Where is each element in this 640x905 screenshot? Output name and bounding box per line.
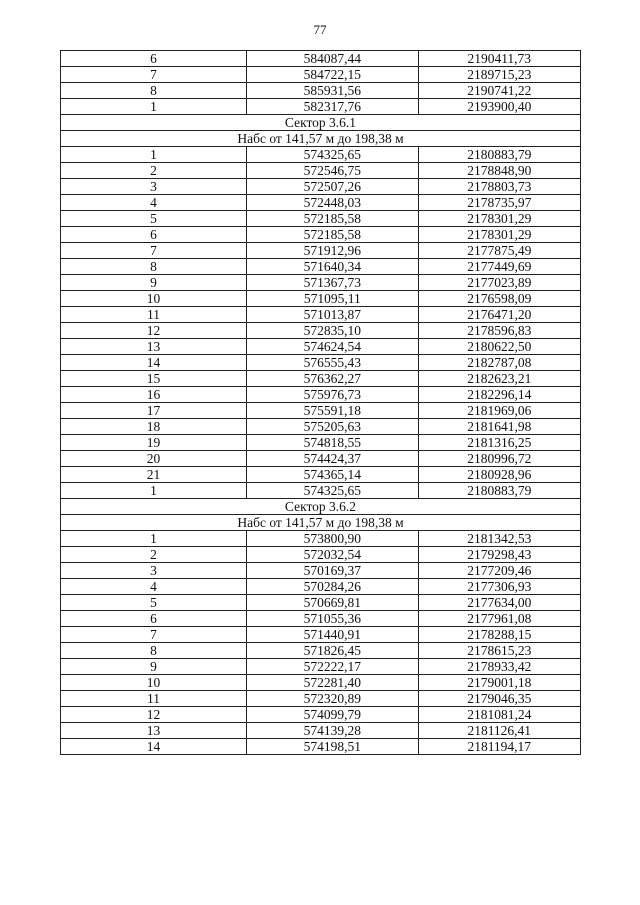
y-coordinate-cell: 2181342,53 xyxy=(418,531,581,547)
point-number-cell: 4 xyxy=(61,579,247,595)
table-row xyxy=(61,467,581,483)
table-row xyxy=(61,579,581,595)
x-coordinate-cell: 572222,17 xyxy=(247,659,418,675)
coordinates-table xyxy=(60,50,581,755)
point-number-cell: 15 xyxy=(61,371,247,387)
x-coordinate-cell: 575591,18 xyxy=(247,403,418,419)
x-coordinate-cell: 570669,81 xyxy=(247,595,418,611)
table-row xyxy=(61,243,581,259)
point-number-cell: 3 xyxy=(61,179,247,195)
x-coordinate-cell: 571013,87 xyxy=(247,307,418,323)
point-number-cell: 3 xyxy=(61,563,247,579)
y-coordinate-cell: 2178596,83 xyxy=(418,323,581,339)
point-number-cell: 20 xyxy=(61,451,247,467)
point-number-cell: 1 xyxy=(61,483,247,499)
x-coordinate-cell: 570284,26 xyxy=(247,579,418,595)
point-number-cell: 9 xyxy=(61,275,247,291)
x-coordinate-cell: 574198,51 xyxy=(247,739,418,755)
table-row xyxy=(61,323,581,339)
table-row xyxy=(61,483,581,499)
table-row xyxy=(61,675,581,691)
y-coordinate-cell: 2178735,97 xyxy=(418,195,581,211)
x-coordinate-cell: 574325,65 xyxy=(247,147,418,163)
sector-header-row xyxy=(61,115,581,131)
point-number-cell: 1 xyxy=(61,99,247,115)
x-coordinate-cell: 573800,90 xyxy=(247,531,418,547)
x-coordinate-cell: 574325,65 xyxy=(247,483,418,499)
y-coordinate-cell: 2177023,89 xyxy=(418,275,581,291)
y-coordinate-cell: 2181641,98 xyxy=(418,419,581,435)
table-row xyxy=(61,435,581,451)
table-row xyxy=(61,611,581,627)
point-number-cell: 8 xyxy=(61,643,247,659)
x-coordinate-cell: 571912,96 xyxy=(247,243,418,259)
height-range-label: Набс от 141,57 м до 198,38 м xyxy=(61,131,581,147)
table-row xyxy=(61,147,581,163)
table-row xyxy=(61,627,581,643)
y-coordinate-cell: 2177449,69 xyxy=(418,259,581,275)
sector-title: Сектор 3.6.1 xyxy=(61,115,581,131)
point-number-cell: 13 xyxy=(61,339,247,355)
y-coordinate-cell: 2179046,35 xyxy=(418,691,581,707)
y-coordinate-cell: 2179298,43 xyxy=(418,547,581,563)
table-row xyxy=(61,195,581,211)
point-number-cell: 6 xyxy=(61,227,247,243)
point-number-cell: 10 xyxy=(61,675,247,691)
x-coordinate-cell: 572835,10 xyxy=(247,323,418,339)
x-coordinate-cell: 574099,79 xyxy=(247,707,418,723)
x-coordinate-cell: 572032,54 xyxy=(247,547,418,563)
height-range-label: Набс от 141,57 м до 198,38 м xyxy=(61,515,581,531)
x-coordinate-cell: 571367,73 xyxy=(247,275,418,291)
y-coordinate-cell: 2177209,46 xyxy=(418,563,581,579)
x-coordinate-cell: 576362,27 xyxy=(247,371,418,387)
point-number-cell: 13 xyxy=(61,723,247,739)
x-coordinate-cell: 571055,36 xyxy=(247,611,418,627)
y-coordinate-cell: 2178803,73 xyxy=(418,179,581,195)
y-coordinate-cell: 2189715,23 xyxy=(418,67,581,83)
x-coordinate-cell: 572448,03 xyxy=(247,195,418,211)
x-coordinate-cell: 572281,40 xyxy=(247,675,418,691)
x-coordinate-cell: 572320,89 xyxy=(247,691,418,707)
table-row xyxy=(61,307,581,323)
y-coordinate-cell: 2179001,18 xyxy=(418,675,581,691)
y-coordinate-cell: 2178848,90 xyxy=(418,163,581,179)
y-coordinate-cell: 2178288,15 xyxy=(418,627,581,643)
y-coordinate-cell: 2181126,41 xyxy=(418,723,581,739)
x-coordinate-cell: 572507,26 xyxy=(247,179,418,195)
y-coordinate-cell: 2180622,50 xyxy=(418,339,581,355)
y-coordinate-cell: 2181081,24 xyxy=(418,707,581,723)
point-number-cell: 12 xyxy=(61,707,247,723)
table-row xyxy=(61,99,581,115)
x-coordinate-cell: 572546,75 xyxy=(247,163,418,179)
x-coordinate-cell: 575976,73 xyxy=(247,387,418,403)
y-coordinate-cell: 2182296,14 xyxy=(418,387,581,403)
point-number-cell: 6 xyxy=(61,611,247,627)
y-coordinate-cell: 2181316,25 xyxy=(418,435,581,451)
y-coordinate-cell: 2193900,40 xyxy=(418,99,581,115)
y-coordinate-cell: 2178615,23 xyxy=(418,643,581,659)
sector-title: Сектор 3.6.2 xyxy=(61,499,581,515)
x-coordinate-cell: 572185,58 xyxy=(247,211,418,227)
table-row xyxy=(61,163,581,179)
x-coordinate-cell: 585931,56 xyxy=(247,83,418,99)
y-coordinate-cell: 2178933,42 xyxy=(418,659,581,675)
y-coordinate-cell: 2180928,96 xyxy=(418,467,581,483)
point-number-cell: 6 xyxy=(61,51,247,67)
point-number-cell: 11 xyxy=(61,691,247,707)
table-row xyxy=(61,419,581,435)
table-row xyxy=(61,659,581,675)
x-coordinate-cell: 574139,28 xyxy=(247,723,418,739)
y-coordinate-cell: 2178301,29 xyxy=(418,227,581,243)
table-row xyxy=(61,355,581,371)
point-number-cell: 11 xyxy=(61,307,247,323)
point-number-cell: 1 xyxy=(61,147,247,163)
table-row xyxy=(61,723,581,739)
y-coordinate-cell: 2178301,29 xyxy=(418,211,581,227)
point-number-cell: 7 xyxy=(61,67,247,83)
page-number: 77 xyxy=(313,22,327,37)
table-row xyxy=(61,707,581,723)
point-number-cell: 10 xyxy=(61,291,247,307)
y-coordinate-cell: 2181194,17 xyxy=(418,739,581,755)
height-range-row xyxy=(61,131,581,147)
table-row xyxy=(61,259,581,275)
point-number-cell: 21 xyxy=(61,467,247,483)
x-coordinate-cell: 575205,63 xyxy=(247,419,418,435)
point-number-cell: 12 xyxy=(61,323,247,339)
x-coordinate-cell: 574424,37 xyxy=(247,451,418,467)
table-row xyxy=(61,371,581,387)
y-coordinate-cell: 2176471,20 xyxy=(418,307,581,323)
point-number-cell: 16 xyxy=(61,387,247,403)
point-number-cell: 18 xyxy=(61,419,247,435)
y-coordinate-cell: 2180996,72 xyxy=(418,451,581,467)
point-number-cell: 14 xyxy=(61,739,247,755)
x-coordinate-cell: 571640,34 xyxy=(247,259,418,275)
x-coordinate-cell: 574365,14 xyxy=(247,467,418,483)
table-row xyxy=(61,403,581,419)
x-coordinate-cell: 571440,91 xyxy=(247,627,418,643)
y-coordinate-cell: 2180883,79 xyxy=(418,147,581,163)
table-row xyxy=(61,339,581,355)
x-coordinate-cell: 571826,45 xyxy=(247,643,418,659)
y-coordinate-cell: 2177306,93 xyxy=(418,579,581,595)
x-coordinate-cell: 574818,55 xyxy=(247,435,418,451)
table-row xyxy=(61,451,581,467)
table-row xyxy=(61,275,581,291)
y-coordinate-cell: 2190741,22 xyxy=(418,83,581,99)
x-coordinate-cell: 584722,15 xyxy=(247,67,418,83)
point-number-cell: 9 xyxy=(61,659,247,675)
table-row xyxy=(61,691,581,707)
y-coordinate-cell: 2182623,21 xyxy=(418,371,581,387)
table-row xyxy=(61,83,581,99)
x-coordinate-cell: 582317,76 xyxy=(247,99,418,115)
x-coordinate-cell: 570169,37 xyxy=(247,563,418,579)
table-row xyxy=(61,179,581,195)
point-number-cell: 8 xyxy=(61,83,247,99)
table-row xyxy=(61,67,581,83)
point-number-cell: 2 xyxy=(61,163,247,179)
point-number-cell: 5 xyxy=(61,211,247,227)
table-row xyxy=(61,211,581,227)
height-range-row xyxy=(61,515,581,531)
point-number-cell: 19 xyxy=(61,435,247,451)
table-row xyxy=(61,291,581,307)
y-coordinate-cell: 2190411,73 xyxy=(418,51,581,67)
table-row xyxy=(61,563,581,579)
table-row xyxy=(61,547,581,563)
table-row xyxy=(61,227,581,243)
x-coordinate-cell: 571095,11 xyxy=(247,291,418,307)
y-coordinate-cell: 2177634,00 xyxy=(418,595,581,611)
y-coordinate-cell: 2181969,06 xyxy=(418,403,581,419)
x-coordinate-cell: 574624,54 xyxy=(247,339,418,355)
y-coordinate-cell: 2182787,08 xyxy=(418,355,581,371)
table-row xyxy=(61,595,581,611)
x-coordinate-cell: 572185,58 xyxy=(247,227,418,243)
table-row xyxy=(61,51,581,67)
x-coordinate-cell: 576555,43 xyxy=(247,355,418,371)
point-number-cell: 7 xyxy=(61,627,247,643)
x-coordinate-cell: 584087,44 xyxy=(247,51,418,67)
table-row xyxy=(61,387,581,403)
point-number-cell: 14 xyxy=(61,355,247,371)
point-number-cell: 7 xyxy=(61,243,247,259)
sector-header-row xyxy=(61,499,581,515)
coordinates-table-body xyxy=(61,51,581,755)
point-number-cell: 8 xyxy=(61,259,247,275)
point-number-cell: 5 xyxy=(61,595,247,611)
y-coordinate-cell: 2177875,49 xyxy=(418,243,581,259)
y-coordinate-cell: 2180883,79 xyxy=(418,483,581,499)
point-number-cell: 2 xyxy=(61,547,247,563)
table-row xyxy=(61,643,581,659)
point-number-cell: 1 xyxy=(61,531,247,547)
y-coordinate-cell: 2176598,09 xyxy=(418,291,581,307)
point-number-cell: 17 xyxy=(61,403,247,419)
table-row xyxy=(61,531,581,547)
point-number-cell: 4 xyxy=(61,195,247,211)
table-row xyxy=(61,739,581,755)
y-coordinate-cell: 2177961,08 xyxy=(418,611,581,627)
